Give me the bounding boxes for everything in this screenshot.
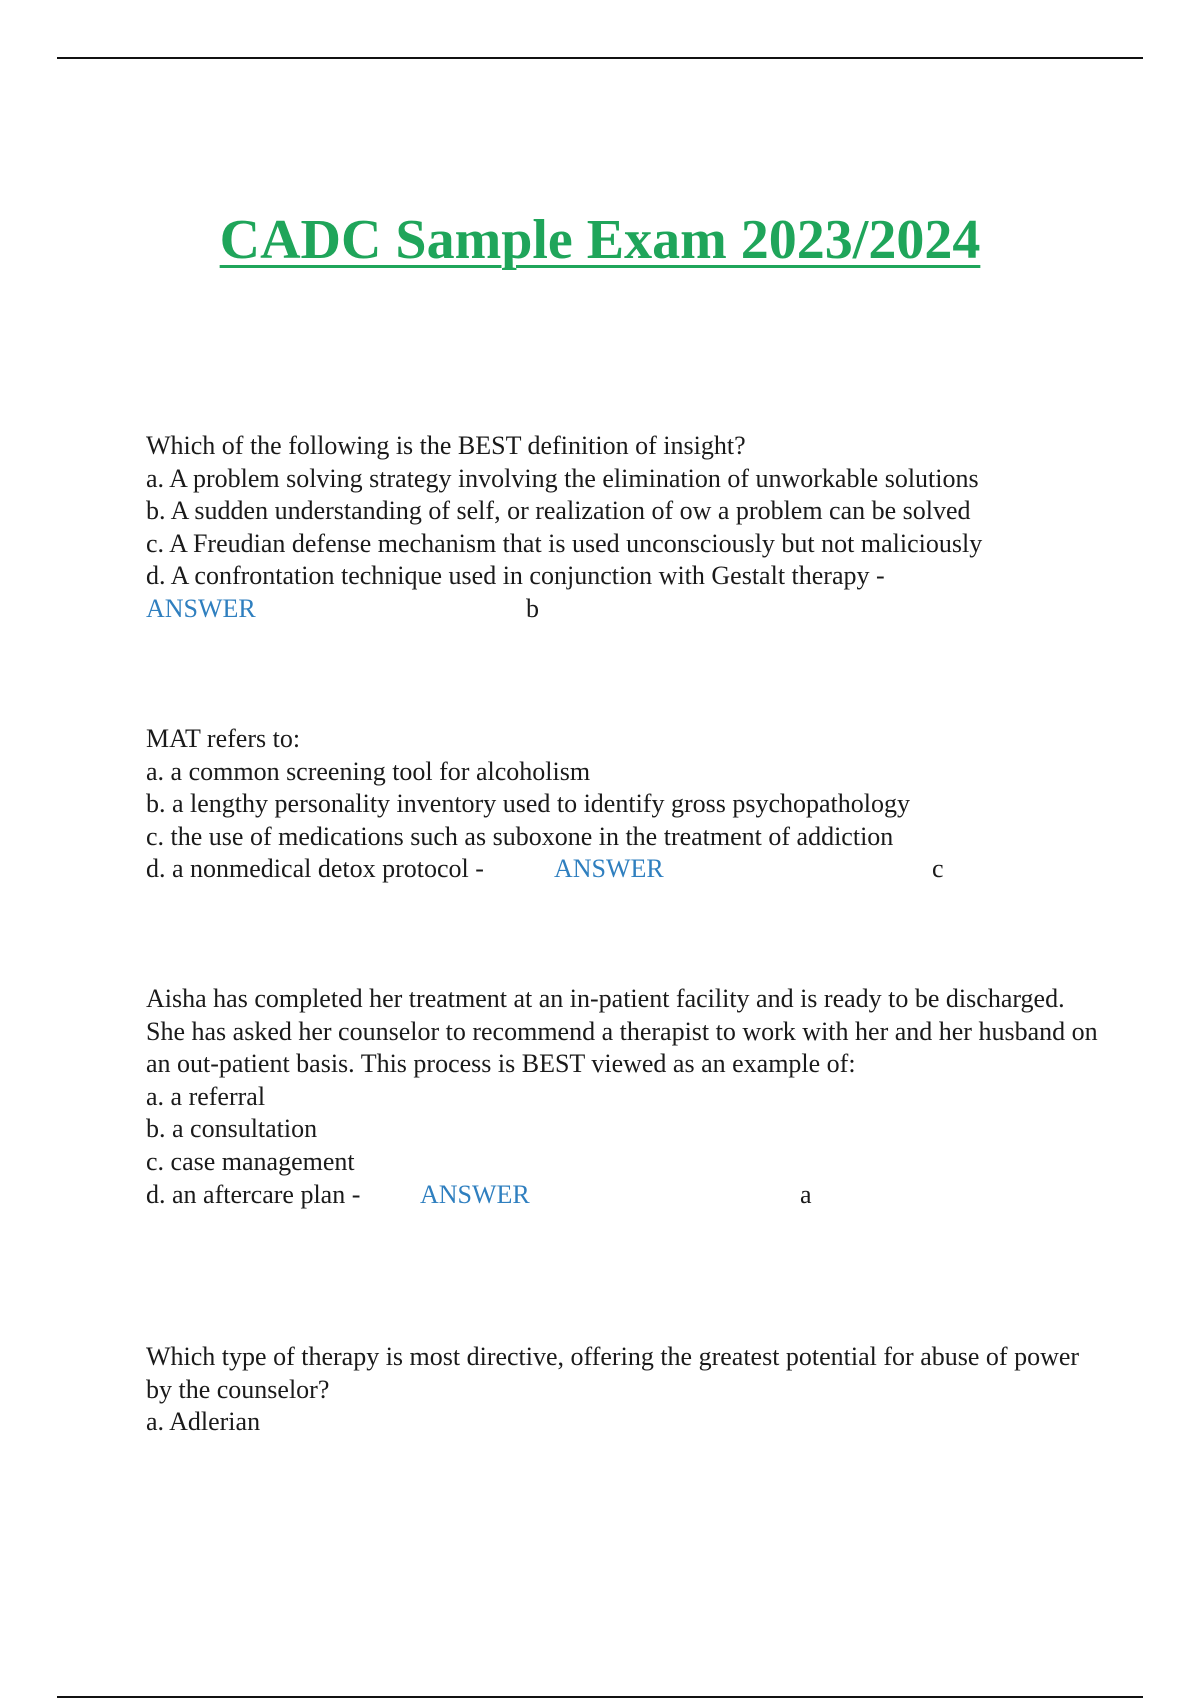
- footer-rule: [57, 1696, 1143, 1698]
- question-stem: Which of the following is the BEST definition of insight?: [146, 431, 746, 460]
- answer-option: a. A problem solving strategy involving the elimination of unworkable solutions: [146, 463, 979, 493]
- answer-label: ANSWER: [420, 1179, 530, 1209]
- answer-option: b. a lengthy personality inventory used to identify gross psychopathology: [146, 789, 910, 819]
- answer-value: c: [932, 854, 944, 884]
- answer-option: a. a common screening tool for alcoholism: [146, 756, 591, 786]
- answer-value: a: [800, 1179, 812, 1209]
- header-rule: [57, 57, 1143, 59]
- answer-option: d. A confrontation technique used in conjunction with Gestalt therapy -: [146, 561, 885, 591]
- answer-option: d. a nonmedical detox protocol -: [146, 854, 484, 884]
- question-stem: Aisha has completed her treatment at an in-patient facility and is ready to be discharged. She has asked her counselor to recommend a therapist to work with her and her husband on an out-patient basis. This process is BEST viewed as an example of:: [146, 984, 1098, 1079]
- answer-option: a. Adlerian: [146, 1407, 261, 1437]
- question-stem: MAT refers to:: [146, 724, 301, 753]
- answer-row: [146, 853, 1106, 886]
- question-block: [146, 723, 1106, 886]
- question-stem: Which type of therapy is most directive, offering the greatest potential for abuse of power by the counselor?: [146, 1342, 1080, 1404]
- answer-value: b: [526, 593, 539, 623]
- answer-option: c. case management: [146, 1146, 355, 1176]
- answer-option: c. A Freudian defense mechanism that is used unconsciously but not maliciously: [146, 528, 983, 558]
- answer-label: ANSWER: [554, 854, 664, 884]
- answer-option: c. the use of medications such as suboxone in the treatment of addiction: [146, 821, 894, 851]
- question-block: [146, 983, 1106, 1211]
- question-block: [146, 1341, 1106, 1439]
- answer-label: ANSWER: [146, 593, 256, 623]
- answer-option: d. an aftercare plan -: [146, 1179, 361, 1209]
- answer-option: b. A sudden understanding of self, or realization of ow a problem can be solved: [146, 496, 971, 526]
- answer-option: a. a referral: [146, 1081, 266, 1111]
- answer-option: b. a consultation: [146, 1114, 318, 1144]
- answer-row: [146, 593, 1106, 626]
- question-block: [146, 430, 1106, 626]
- document-title: CADC Sample Exam 2023/2024: [219, 209, 981, 271]
- answer-row: [146, 1179, 1106, 1212]
